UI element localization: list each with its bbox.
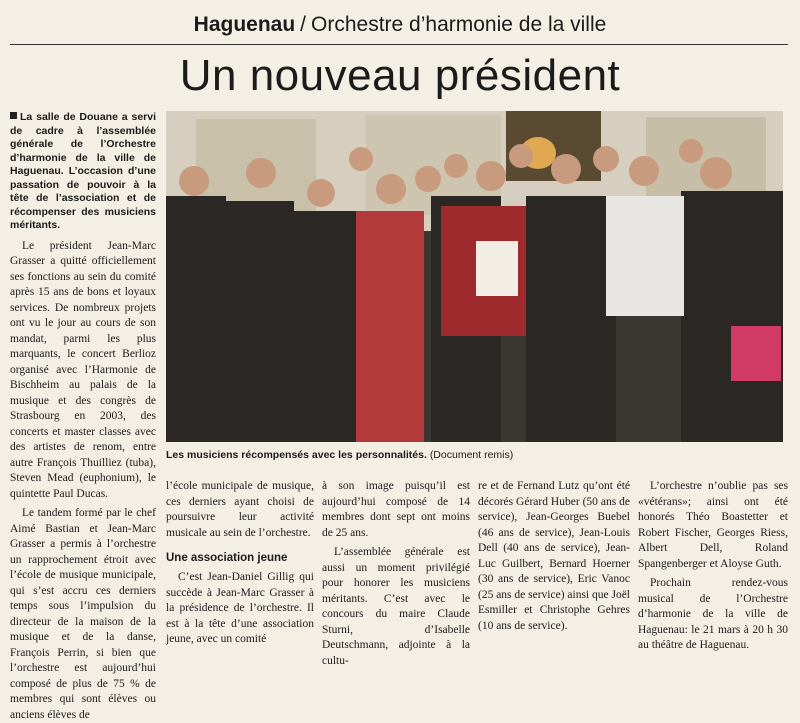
caption-credit: (Document remis) <box>429 449 514 461</box>
paragraph: l’école municipale de musique, ces derniers ayant choisi de poursuivre leur activité musicale au sein de l’orchestre. <box>166 480 314 539</box>
section-kicker <box>0 12 800 38</box>
kicker-separator: / <box>300 13 307 36</box>
header-rule <box>10 44 788 45</box>
lead-text: La salle de Douane a servi de cadre à l’assemblée générale de l’Orchestre d’harmonie de la ville de Haguenau. L’occasion d’une passation de pouvoir à la tête de l’association et de récompenser des musiciens méritants. <box>10 111 156 231</box>
column-3 <box>322 479 470 667</box>
lead-paragraph <box>10 111 156 233</box>
paragraph: Le président Jean-Marc Grasser a quitté officiellement ses fonctions au sein du comité après 15 ans de bons et loyaux services. De nombreux projets ont vu le jour au cours de son mandat, parmi les plus marquants, le concert Berlioz organisé avec l’Harmonie de Bischheim au palais de la musique et des congrès de Strasbourg en 2003, des concerts et master classes avec des artistes de renom, entre autre François Thuilliez (tuba), Steven Mead (euphonium), le quintette Paul Ducas. <box>10 239 156 500</box>
paragraph: Prochain rendez-vous musical de l’Orchestre d’harmonie de la ville de Haguenau: le 21 mars à 20 h 30 au théâtre de Haguenau. <box>638 577 788 651</box>
group-photo-illustration <box>166 111 783 442</box>
kicker-place: Haguenau <box>193 13 296 36</box>
paragraph: re et de Fernand Lutz qu’ont été décorés Gérard Huber (50 ans de service), Jean-Georges Buebel (46 ans de service), Jean-Louis Dell (40 ans de service), Jean-Luc Guilbert, Bernard Hoerner (30 ans de service), Eric Vanoc (25 ans de service) ainsi que Joël Esmiller et Christophe Gehres (10 ans de service). <box>478 480 631 632</box>
group-photo <box>166 111 783 442</box>
caption-text: Les musiciens récompensés avec les personnalités. <box>166 449 427 461</box>
column-1 <box>10 111 156 721</box>
kicker-section: Orchestre d’harmonie de la ville <box>311 13 607 36</box>
column-5 <box>638 479 788 651</box>
headline: Un nouveau président <box>179 51 621 100</box>
paragraph: Le tandem formé par le chef Aimé Bastian et Jean-Marc Grasser a permis à l’orchestre un rapprochement étroit avec l’école de musique municipale, qui s’est accru ces derniers temps sous l’impulsion du directeur de la maison de la musique et de la danse, François Perrin, si bien que l’orchestre est aujourd’hui composé de plus de 75 % de membres qui sont élèves ou anciens élèves de <box>10 507 156 721</box>
column-4 <box>478 479 630 637</box>
photo-caption <box>166 448 783 462</box>
paragraph: à son image puisqu’il est aujourd’hui composé de 14 membres dont sept ont moins de 25 ans. <box>322 480 470 539</box>
column-2 <box>166 479 314 645</box>
paragraph: L’orchestre n’oublie pas ses «vétérans»; ainsi ont été honorés Théo Boastetter et Robert Fischer, Georges Riess, Albert Dell, Roland Spangenberger et Aloyse Guth. <box>638 480 788 570</box>
bullet-square-icon <box>10 112 17 119</box>
paragraph: L’assemblée générale est aussi un moment privilégié pour honorer les musiciens méritants. C’est avec le concours du maire Claude Sturni, d’Isabelle Deutschmann, adjointe à la cultu- <box>322 546 470 667</box>
subheading: Une association jeune <box>166 552 288 564</box>
paragraph: C’est Jean-Daniel Gillig qui succède à Jean-Marc Grasser à la présidence de l’orchestre. Il est à la tête d’une association jeune, avec un comité <box>166 571 314 645</box>
